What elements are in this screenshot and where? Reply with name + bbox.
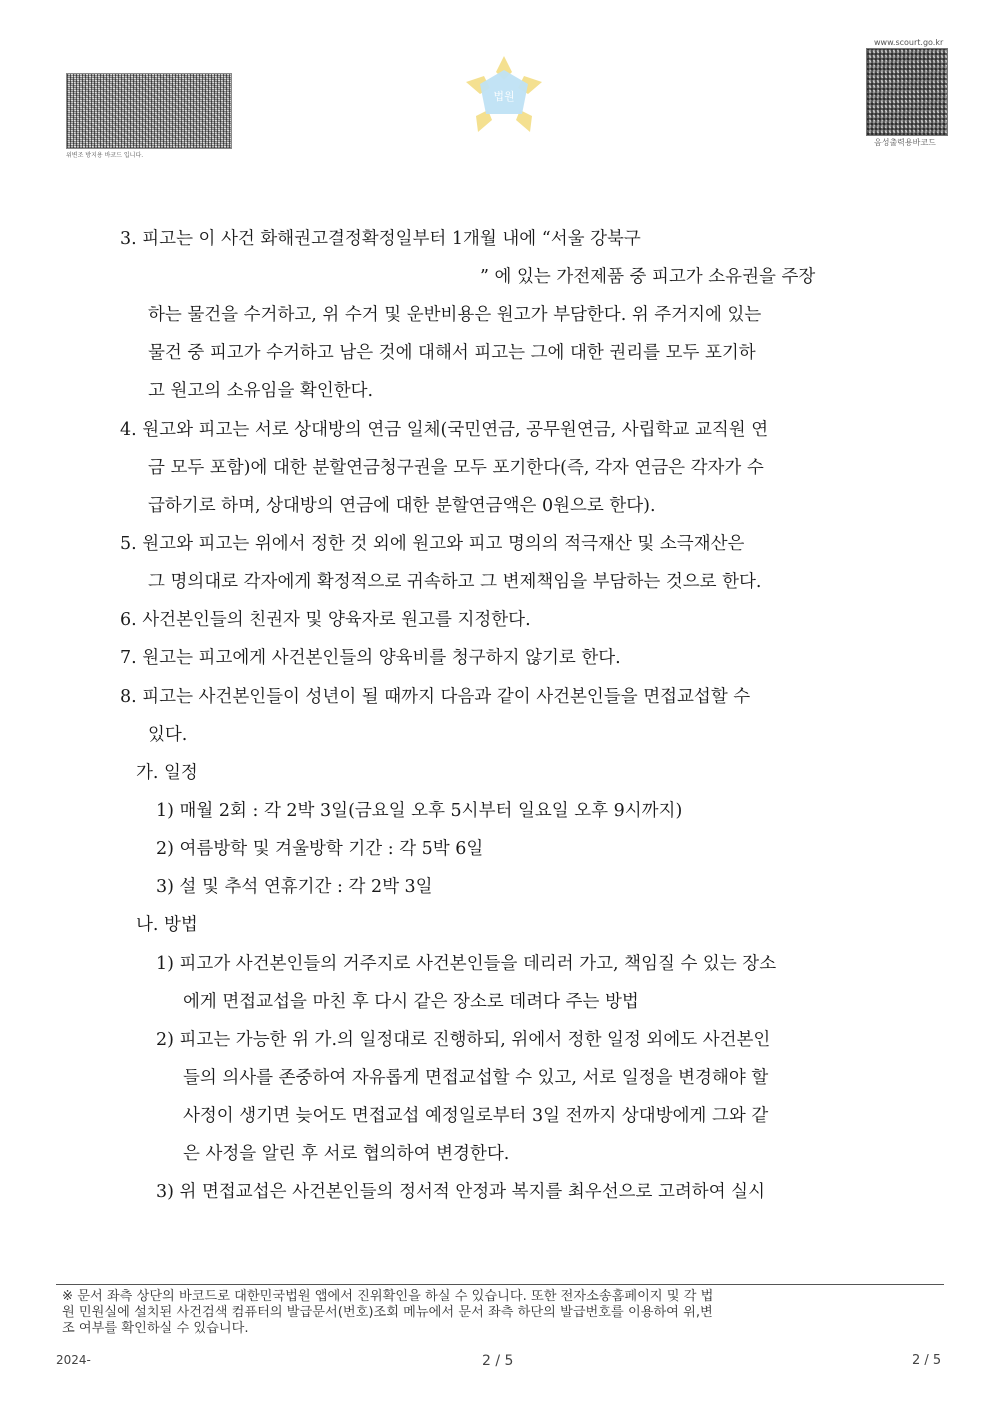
item-3-line-1: 3. 피고는 이 사건 화해권고결정확정일부터 1개월 내에 “서울 강북구 [120,229,641,249]
footer-notice [56,1284,944,1336]
section-ga-heading: 가. 일정 [136,763,198,783]
na-item-2-line-1: 2) 피고는 가능한 위 가.의 일정대로 진행하되, 위에서 정한 일정 외에도 사건본인 [156,1030,771,1050]
item-5-line-1: 5. 원고와 피고는 위에서 정한 것 외에 원고와 피고 명의의 적극재산 및 소극재산은 [120,534,745,554]
barcode-caption: 위변조 방지용 바코드 입니다. [66,152,144,159]
qr-url: www.scourt.go.kr [874,38,944,47]
court-emblem-icon [462,52,546,140]
item-3-line-2: ” 에 있는 가전제품 중 피고가 소유권을 주장 [480,267,816,287]
footer-notice-line-2: 원 민원실에 설치된 사건검색 컴퓨터의 발급문서(번호)조회 메뉴에서 문서 좌측 하단의 발급번호를 이용하여 위,변 [62,1305,713,1320]
na-item-2-line-2: 들의 의사를 존중하여 자유롭게 면접교섭할 수 있고, 서로 일정을 변경해야 할 [183,1068,769,1088]
item-5-line-2: 그 명의대로 각자에게 확정적으로 귀속하고 그 변제책임을 부담하는 것으로 한다. [148,572,762,592]
item-4-line-1: 4. 원고와 피고는 서로 상대방의 연금 일체(국민연금, 공무원연금, 사립학교 교직원 연 [120,420,769,440]
footer-notice-line-3: 조 여부를 확인하실 수 있습니다. [62,1321,249,1336]
ga-item-2: 2) 여름방학 및 겨울방학 기간 : 각 5박 6일 [156,839,484,859]
na-item-1-line-1: 1) 피고가 사건본인들의 거주지로 사건본인들을 데리러 가고, 책임질 수 있는 장소 [156,954,777,974]
item-3-line-3: 하는 물건을 수거하고, 위 수거 및 운반비용은 원고가 부담한다. 위 주거지에 있는 [148,305,762,325]
na-item-3: 3) 위 면접교섭은 사건본인들의 정서적 안정과 복지를 최우선으로 고려하여 실시 [156,1182,765,1202]
emblem-text: 법원 [493,90,515,103]
page-number-right: 2 / 5 [912,1353,942,1368]
na-item-2-line-3: 사정이 생기면 늦어도 면접교섭 예정일로부터 3일 전까지 상대방에게 그와 같 [183,1106,769,1126]
ga-item-3: 3) 설 및 추석 연휴기간 : 각 2박 3일 [156,877,433,897]
footer-notice-line-1: ※ 문서 좌측 상단의 바코드로 대한민국법원 앱에서 진위확인을 하실 수 있습니다. 또한 전자소송홈페이지 및 각 법 [62,1289,714,1304]
item-7: 7. 원고는 피고에게 사건본인들의 양육비를 청구하지 않기로 한다. [120,648,621,668]
item-6: 6. 사건본인들의 친권자 및 양육자로 원고를 지정한다. [120,610,531,630]
page-number-center: 2 / 5 [482,1353,514,1369]
item-8-line-2: 있다. [148,725,188,745]
qr-caption: 음성출력용바코드 [874,138,936,147]
section-na-heading: 나. 방법 [136,915,198,935]
item-8-line-1: 8. 피고는 사건본인들이 성년이 될 때까지 다음과 같이 사건본인들을 면접교섭할 수 [120,687,751,707]
item-3-line-5: 고 원고의 소유임을 확인한다. [148,381,374,401]
na-item-2-line-4: 은 사정을 알린 후 서로 협의하여 변경한다. [183,1144,510,1164]
ga-item-1: 1) 매월 2회 : 각 2박 3일(금요일 오후 5시부터 일요일 오후 9시까지) [156,801,683,821]
item-4-line-2: 금 모두 포함)에 대한 분할연금청구권을 모두 포기한다(즉, 각자 연금은 각자가 수 [148,458,764,478]
item-3-line-4: 물건 중 피고가 수거하고 남은 것에 대해서 피고는 그에 대한 권리를 모두 포기하 [148,343,756,363]
verification-barcode [66,73,232,149]
voice-output-barcode [866,48,948,136]
issue-number: 2024- [56,1353,91,1367]
na-item-1-line-2: 에게 면접교섭을 마친 후 다시 같은 장소로 데려다 주는 방법 [183,992,639,1012]
item-4-line-3: 급하기로 하며, 상대방의 연금에 대한 분할연금액은 0원으로 한다). [148,496,656,516]
